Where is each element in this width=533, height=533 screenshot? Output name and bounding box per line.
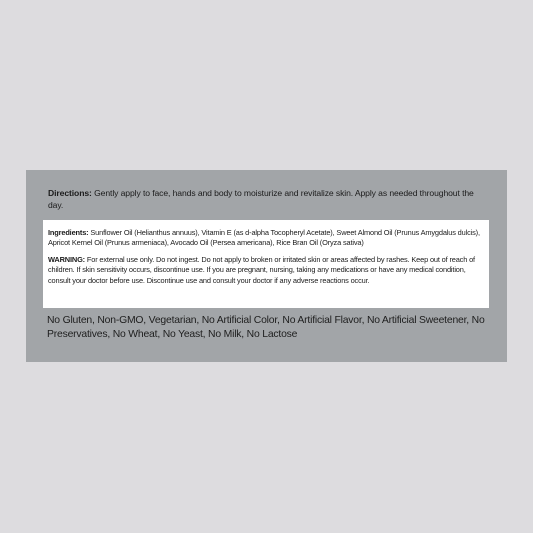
- ingredients-warning-box: [43, 220, 489, 308]
- free-from-statement: No Gluten, Non-GMO, Vegetarian, No Artificial Color, No Artificial Flavor, No Artificial Sweetener, No Preservatives, No Wheat, No Yeast, No Milk, No Lactose: [47, 315, 485, 340]
- directions-body: Gently apply to face, hands and body to moisturize and revitalize skin. Apply as needed throughout the day.: [48, 188, 474, 210]
- ingredients-body: Sunflower Oil (Helianthus annuus), Vitamin E (as d-alpha Tocopheryl Acetate), Sweet Almond Oil (Prunus Amygdalus dulcis), Apricot Kernel Oil (Prunus armeniaca), Avocado Oil (Persea americana), Rice Bran Oil (Oryza sativa): [48, 228, 480, 248]
- directions-label: Directions:: [48, 188, 92, 198]
- product-label-panel: [26, 170, 507, 362]
- warning-text: [48, 255, 483, 286]
- warning-body: For external use only. Do not ingest. Do not apply to broken or irritated skin or areas affected by rashes. Keep out of reach of children. If skin sensitivity occurs, discontinue use. If you are pregnant, nursing, taking any medications or have any medical condition, consult your doctor before use. Discontinue use and consult your doctor if any adverse reactions occur.: [48, 254, 475, 285]
- ingredients-label: Ingredients:: [48, 228, 89, 237]
- directions-text: [48, 187, 488, 211]
- ingredients-text: [48, 228, 483, 249]
- warning-label: WARNING:: [48, 254, 85, 264]
